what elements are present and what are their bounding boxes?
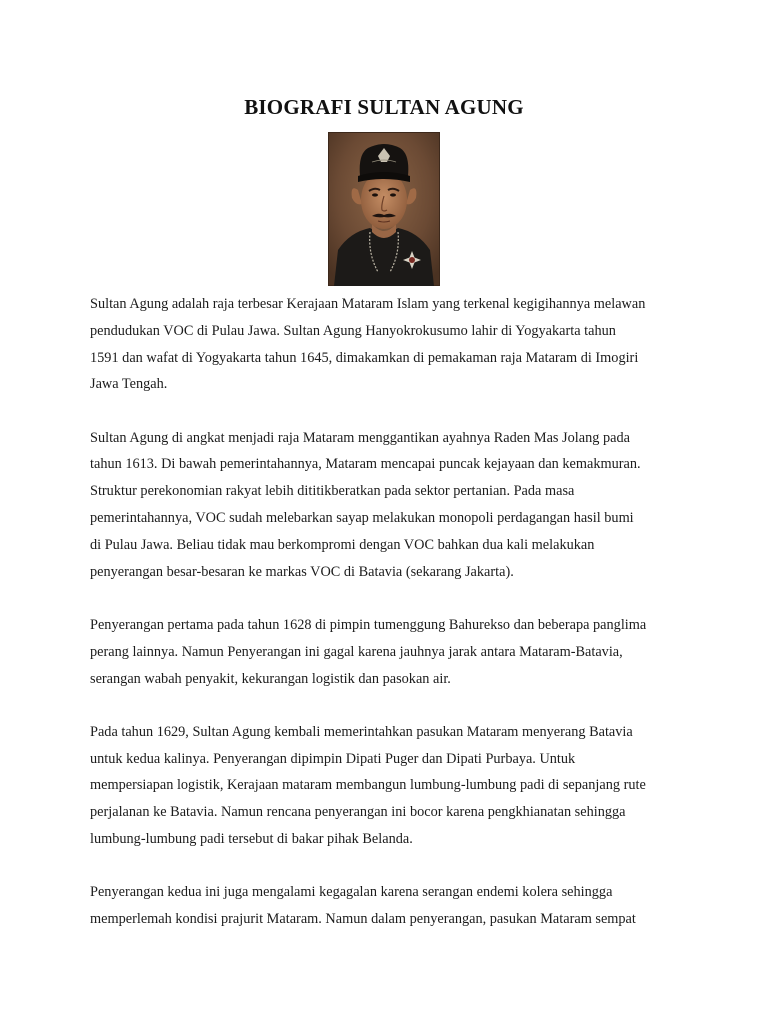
text-line: untuk kedua kalinya. Penyerangan dipimpin Dipati Puger dan Dipati Purbaya. Untuk xyxy=(90,750,576,767)
text-line: memperlemah kondisi prajurit Mataram. Namun dalam penyerangan, pasukan Mataram sempat xyxy=(90,911,636,928)
paragraph-1 xyxy=(90,291,690,398)
text-line: mempersiapan logistik, Kerajaan mataram membangun lumbung-lumbung padi di sepanjang rute xyxy=(90,777,646,794)
text-line: Jawa Tengah. xyxy=(90,376,168,393)
paragraph-3 xyxy=(90,612,690,692)
text-line: tahun 1613. Di bawah pemerintahannya, Mataram mencapai puncak kejayaan dan kemakmuran. xyxy=(90,456,641,473)
text-line: di Pulau Jawa. Beliau tidak mau berkompromi dengan VOC bahkan dua kali melakukan xyxy=(90,536,595,553)
paragraph-5 xyxy=(90,879,690,933)
text-line: Sultan Agung di angkat menjadi raja Mataram menggantikan ayahnya Raden Mas Jolang pada xyxy=(90,429,630,446)
text-line: Sultan Agung adalah raja terbesar Kerajaan Mataram Islam yang terkenal kegigihannya melawan xyxy=(90,296,646,312)
text-line: penyerangan besar-besaran ke markas VOC di Batavia (sekarang Jakarta). xyxy=(90,563,514,580)
text-line: pemerintahannya, VOC sudah melebarkan sayap melakukan monopoli perdagangan hasil bumi xyxy=(90,510,634,527)
text-line: Struktur perekonomian rakyat lebih dititikberatkan pada sektor pertanian. Pada masa xyxy=(90,483,575,500)
portrait-of-sultan-agung-icon xyxy=(328,132,440,286)
text-line: perang lainnya. Namun Penyerangan ini gagal karena jauhnya jarak antara Mataram-Batavia, xyxy=(90,643,623,660)
page-title: BIOGRAFI SULTAN AGUNG xyxy=(244,95,524,119)
text-line: serangan wabah penyakit, kekurangan logistik dan pasokan air. xyxy=(90,670,451,687)
text-line: 1591 dan wafat di Yogyakarta tahun 1645, dimakamkan di pemakaman raja Mataram di Imogiri xyxy=(90,349,639,366)
text-line: Penyerangan pertama pada tahun 1628 di pimpin tumenggung Bahurekso dan beberapa panglima xyxy=(90,616,647,633)
text-line: Penyerangan kedua ini juga mengalami kegagalan karena serangan endemi kolera sehingga xyxy=(90,884,613,901)
biography-body xyxy=(90,291,690,959)
text-line: Pada tahun 1629, Sultan Agung kembali memerintahkan pasukan Mataram menyerang Batavia xyxy=(90,723,633,740)
portrait-image xyxy=(328,132,440,286)
text-line: perjalanan ke Batavia. Namun rencana penyerangan ini bocor karena pengkhianatan sehingga xyxy=(90,804,626,821)
paragraph-2 xyxy=(90,425,690,586)
text-line: lumbung-lumbung padi tersebut di bakar pihak Belanda. xyxy=(90,831,413,848)
paragraph-4 xyxy=(90,719,690,853)
text-line: pendudukan VOC di Pulau Jawa. Sultan Agung Hanyokrokusumo lahir di Yogyakarta tahun xyxy=(90,322,616,339)
